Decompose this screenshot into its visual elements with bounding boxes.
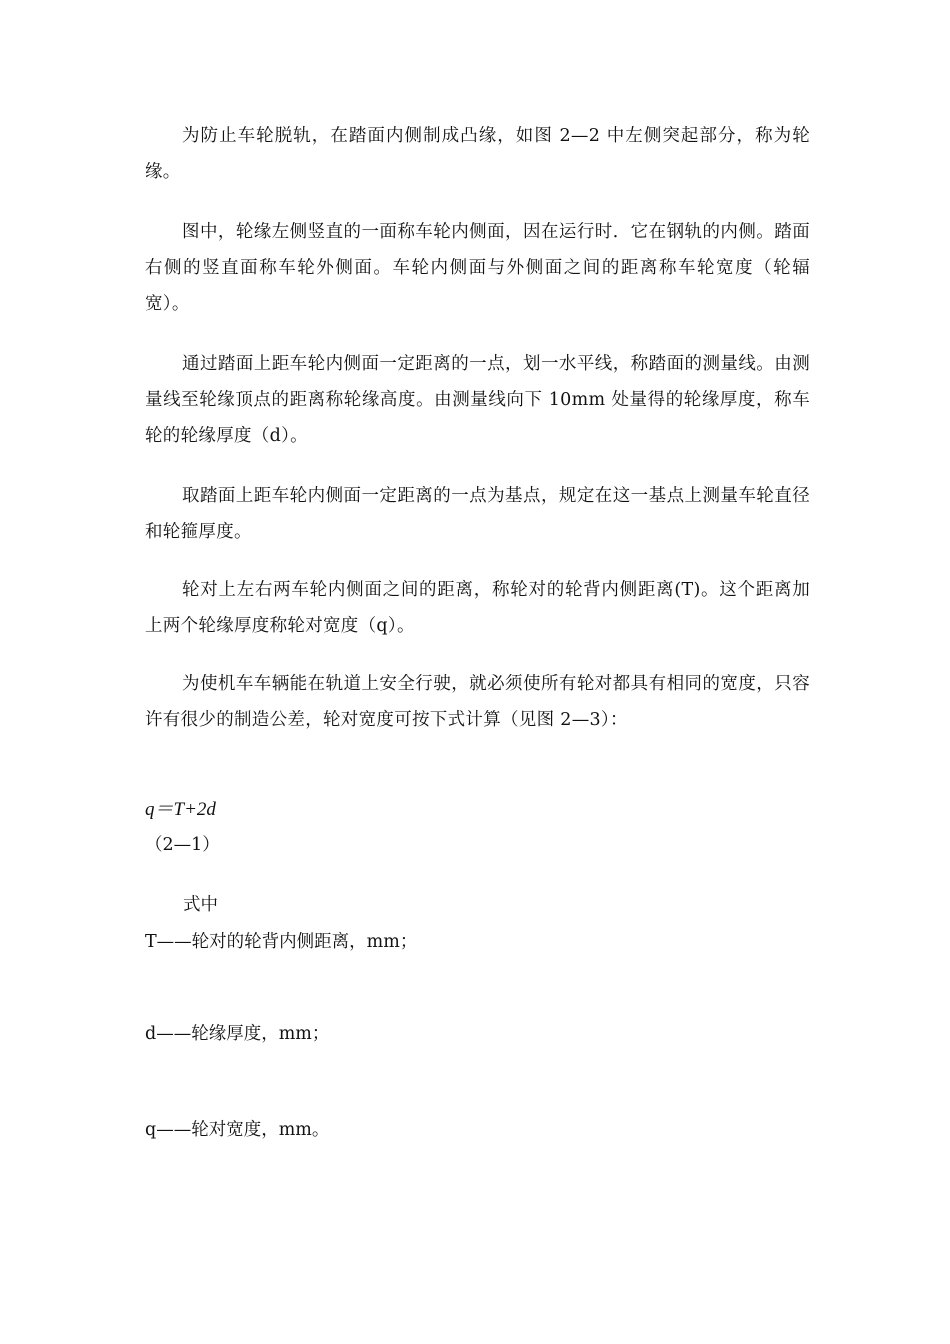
definition-d: d——轮缘厚度，mm；: [145, 1024, 330, 1044]
definition-T: T——轮对的轮背内侧距离，mm；: [145, 932, 418, 952]
where-label: 式中: [183, 895, 218, 915]
definition-q: q——轮对宽度，mm。: [145, 1120, 330, 1140]
paragraph-base-point: 取踏面上距车轮内侧面一定距离的一点为基点，规定在这一基点上测量车轮直径和轮箍厚度。: [145, 486, 810, 542]
paragraph-measure-line: 通过踏面上距车轮内侧面一定距离的一点，划一水平线，称踏面的测量线。由测量线至轮缘顶点的距离称轮缘高度。由测量线向下 10mm 处量得的轮缘厚度，称车轮的轮缘厚度（d）。: [145, 354, 810, 446]
paragraph-wheelset-width: 为使机车车辆能在轨道上安全行驶，就必须使所有轮对都具有相同的宽度，只容许有很少的制造公差，轮对宽度可按下式计算（见图 2—3）：: [145, 674, 810, 730]
paragraph-back-distance: 轮对上左右两车轮内侧面之间的距离，称轮对的轮背内侧距离(T)。这个距离加上两个轮缘厚度称轮对宽度（q）。: [145, 580, 810, 636]
formula-expression: q＝T+2d: [145, 799, 216, 820]
paragraph-flange: 为防止车轮脱轨，在踏面内侧制成凸缘，如图 2—2 中左侧突起部分，称为轮缘。: [145, 126, 810, 182]
paragraph-wheel-sides: 图中，轮缘左侧竖直的一面称车轮内侧面，因在运行时．它在钢轨的内侧。踏面右侧的竖直面称车轮外侧面。车轮内侧面与外侧面之间的距离称车轮宽度（轮辐宽）。: [145, 222, 810, 314]
formula-number: （2—1）: [145, 835, 220, 855]
